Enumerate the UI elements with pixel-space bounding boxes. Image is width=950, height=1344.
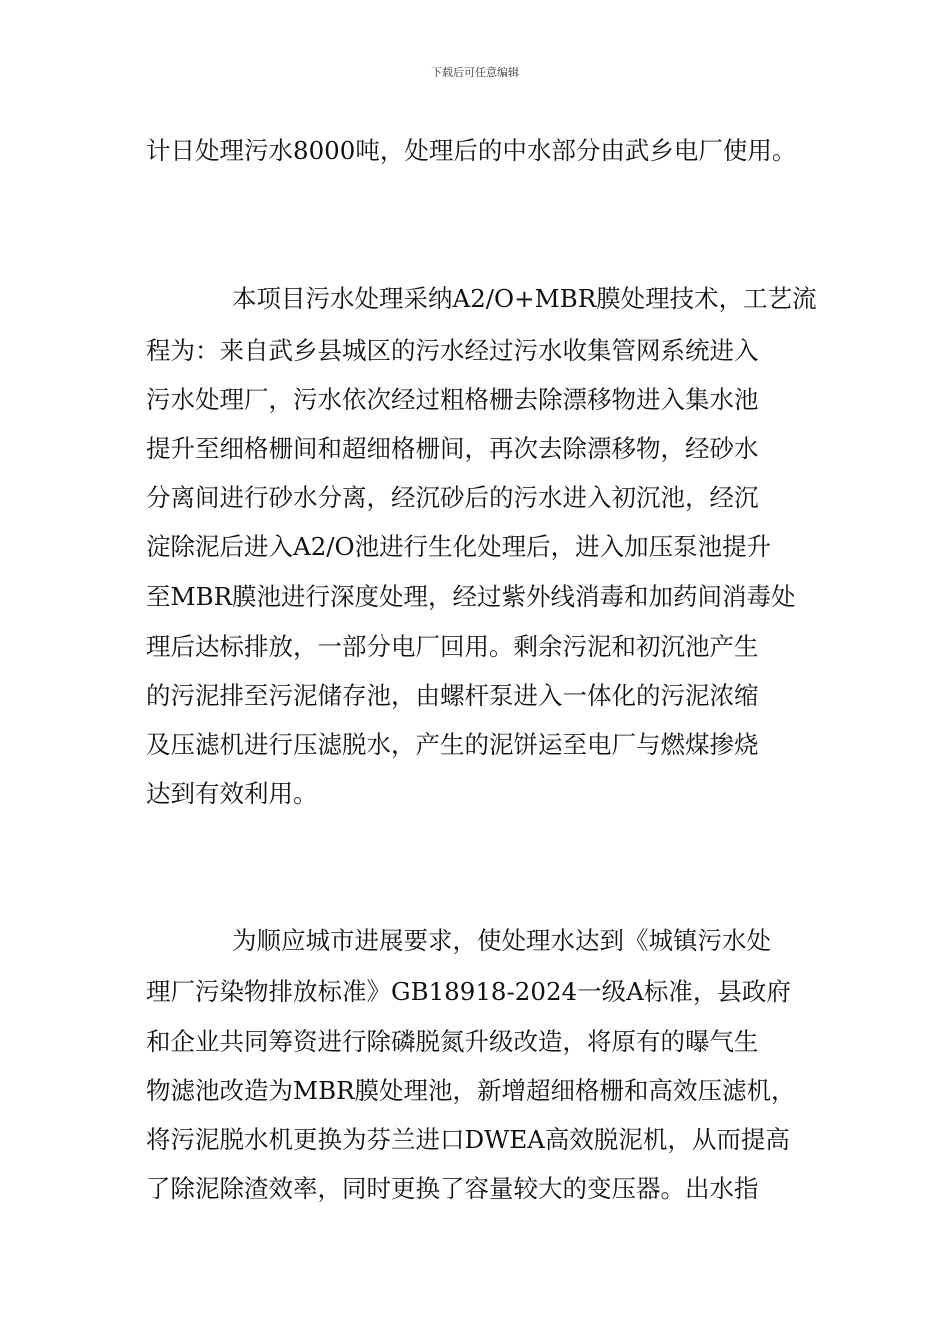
paragraph-1-line-1: 计日处理污水8000吨，处理后的中水部分由武乡电厂使用。: [146, 136, 797, 165]
paragraph-3-line-2: 理厂污染物排放标准》GB18918-2024一级A标准，县政府: [146, 977, 791, 1006]
paragraph-2-line-2: 程为：来自武乡县城区的污水经过污水收集管网系统进入: [146, 336, 759, 365]
paragraph-2-line-6: 淀除泥后进入A2/O池进行生化处理后，进入加压泵池提升: [146, 532, 772, 561]
paragraph-2-line-3: 污水处理厂，污水依次经过粗格栅去除漂移物进入集水池: [146, 385, 759, 414]
paragraph-3-line-6: 了除泥除渣效率，同时更换了容量较大的变压器。出水指: [146, 1174, 759, 1203]
paragraph-2-line-10: 及压滤机进行压滤脱水，产生的泥饼运至电厂与燃煤掺烧: [146, 730, 759, 759]
paragraph-2-line-1: 本项目污水处理采纳A2/O+MBR膜处理技术，工艺流: [232, 284, 817, 313]
paragraph-3-line-3: 和企业共同筹资进行除磷脱氮升级改造，将原有的曝气生: [146, 1027, 759, 1056]
paragraph-2-line-5: 分离间进行砂水分离，经沉砂后的污水进入初沉池，经沉: [146, 483, 759, 512]
paragraph-2-line-11: 达到有效利用。: [146, 779, 318, 808]
page-header: 下载后可任意编辑: [431, 66, 519, 79]
paragraph-3-line-1: 为顺应城市进展要求，使处理水达到《城镇污水处: [232, 926, 771, 955]
paragraph-2-line-7: 至MBR膜池进行深度处理，经过紫外线消毒和加药间消毒处: [146, 582, 796, 611]
paragraph-3-line-5: 将污泥脱水机更换为芬兰进口DWEA高效脱泥机，从而提高: [146, 1125, 790, 1154]
paragraph-2-line-9: 的污泥排至污泥储存池，由螺杆泵进入一体化的污泥浓缩: [146, 681, 759, 710]
paragraph-2-line-4: 提升至细格栅间和超细格栅间，再次去除漂移物，经砂水: [146, 434, 759, 463]
paragraph-2-line-8: 理后达标排放，一部分电厂回用。剩余污泥和初沉池产生: [146, 632, 759, 661]
paragraph-3-line-4: 物滤池改造为MBR膜处理池，新增超细格栅和高效压滤机，: [146, 1076, 796, 1105]
